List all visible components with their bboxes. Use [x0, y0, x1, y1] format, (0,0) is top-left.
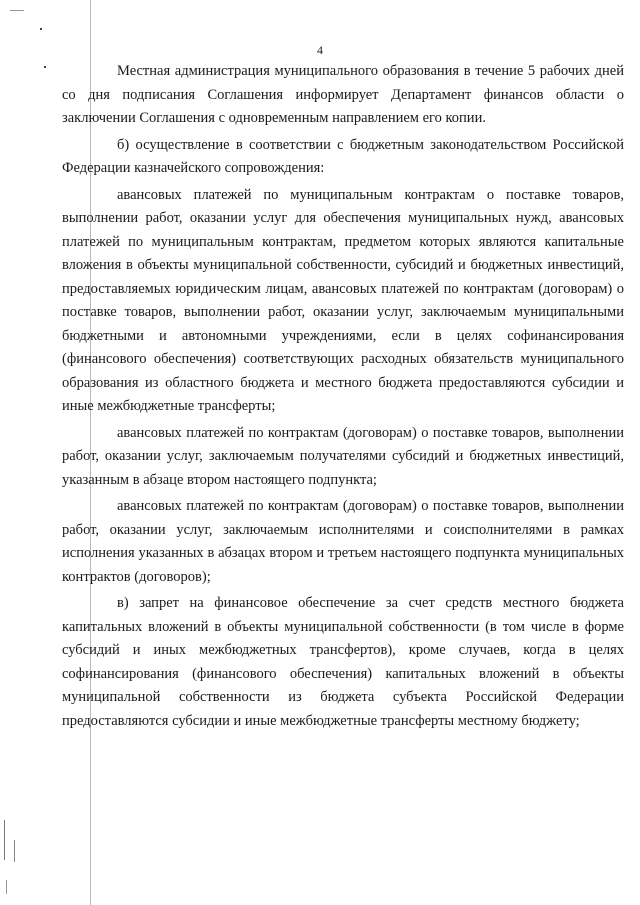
paragraph: авансовых платежей по контрактам (договорам) о поставке товаров, выполнении работ, оказании услуг, заключаемым исполнителями и соисполнителями в рамках исполнения указанных в абзацах втором и третьем настоящего подпункта муниципальных контрактов (договоров); — [62, 498, 624, 585]
scan-artifact — [10, 10, 24, 11]
paragraph: авансовых платежей по контрактам (договорам) о поставке товаров, выполнении работ, оказании услуг, заключаемым получателями субсидий и бюджетных инвестиций, указанным в абзаце втором настоящего подпункта; — [62, 424, 624, 488]
scan-artifact — [44, 66, 46, 68]
scan-artifact — [6, 880, 7, 894]
scan-artifact — [14, 840, 15, 862]
paragraph: б) осуществление в соответствии с бюджетным законодательством Российской Федерации казначейского сопровождения: — [62, 136, 624, 176]
document-body — [62, 60, 624, 736]
paragraph: авансовых платежей по муниципальным контрактам о поставке товаров, выполнении работ, оказании услуг для обеспечения муниципальных нужд, авансовых платежей по муниципальным контрактам, предметом которых являются капитальные вложения в объекты муниципальной собственности, субсидий и бюджетных инвестиций, предоставляемых юридическим лицам, авансовых платежей по контрактам (договорам) о поставке товаров, выполнении работ, оказании услуг, заключаемым муниципальными бюджетными и автономными учреждениями, если в целях софинансирования (финансового обеспечения) соответствующих расходных обязательств муниципального образования из областного бюджета и местного бюджета предоставляются субсидии и иные межбюджетные трансферты; — [62, 186, 624, 414]
scan-artifact — [40, 28, 42, 30]
paragraph: в) запрет на финансовое обеспечение за счет средств местного бюджета капитальных вложений в объекты муниципальной собственности (в том числе в форме субсидий и иных межбюджетных трансфертов), кроме случаев, когда в целях софинансирования (финансового обеспечения) капитальных вложений в объекты муниципальной собственности из бюджета субъекта Российской Федерации предоставляются субсидии и иные межбюджетные трансферты местному бюджету; — [62, 595, 624, 729]
scan-artifact — [4, 820, 5, 860]
page-number: 4 — [317, 43, 323, 57]
paragraph: Местная администрация муниципального образования в течение 5 рабочих дней со дня подписания Соглашения информирует Департамент финансов области о заключении Соглашения с одновременным направлением его копии. — [62, 63, 624, 126]
